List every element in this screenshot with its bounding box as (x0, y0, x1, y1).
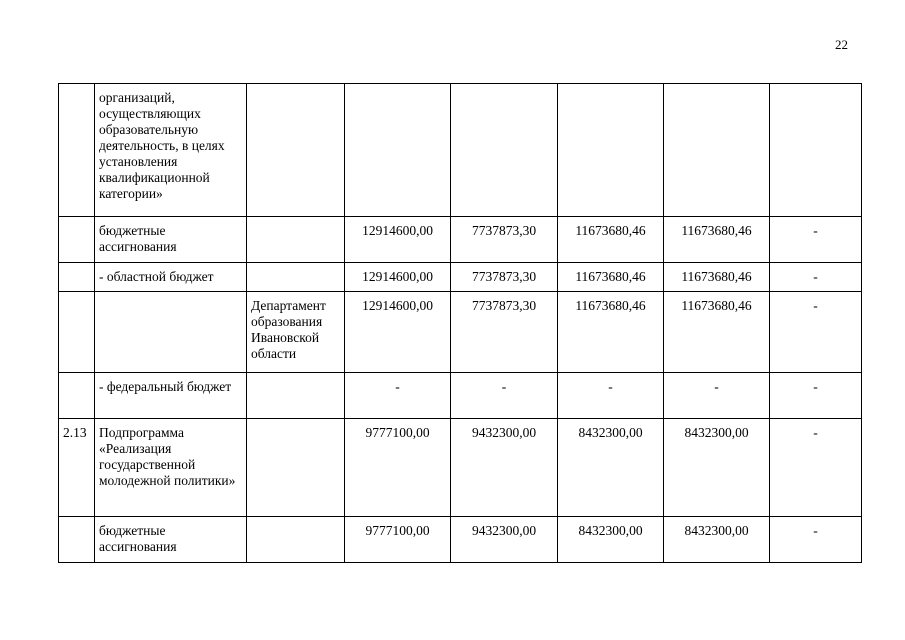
table-row (59, 419, 862, 517)
row-executor (247, 217, 345, 263)
value-cell: 7737873,30 (451, 217, 558, 263)
row-executor (247, 84, 345, 217)
row-name: организаций, осуществляющих образовательную деятельность, в целях установления квалификационной категории» (95, 84, 247, 217)
value-cell (345, 84, 451, 217)
value-cell: 8432300,00 (558, 517, 664, 563)
value-cell: 8432300,00 (664, 517, 770, 563)
value-cell: 11673680,46 (558, 263, 664, 292)
value-cell (558, 84, 664, 217)
row-name: - областной бюджет (95, 263, 247, 292)
table-row (59, 217, 862, 263)
row-number (59, 517, 95, 563)
value-cell: - (558, 373, 664, 419)
row-number: 2.13 (59, 419, 95, 517)
value-cell: - (770, 292, 862, 373)
row-number (59, 292, 95, 373)
value-cell: - (770, 217, 862, 263)
value-cell: - (770, 263, 862, 292)
row-name: - федеральный бюджет (95, 373, 247, 419)
value-cell: 9777100,00 (345, 517, 451, 563)
value-cell: - (345, 373, 451, 419)
row-number (59, 84, 95, 217)
value-cell: 11673680,46 (558, 292, 664, 373)
row-executor (247, 419, 345, 517)
budget-table (58, 83, 862, 563)
row-executor: Департамент образования Ивановской области (247, 292, 345, 373)
table-row (59, 517, 862, 563)
value-cell: 9432300,00 (451, 419, 558, 517)
value-cell: 11673680,46 (664, 292, 770, 373)
value-cell (770, 84, 862, 217)
value-cell: 7737873,30 (451, 263, 558, 292)
value-cell: - (770, 517, 862, 563)
value-cell: 9777100,00 (345, 419, 451, 517)
row-name (95, 292, 247, 373)
value-cell: 8432300,00 (558, 419, 664, 517)
row-number (59, 263, 95, 292)
row-name: Подпрограмма «Реализация государственной молодежной политики» (95, 419, 247, 517)
value-cell: - (664, 373, 770, 419)
table-row (59, 292, 862, 373)
value-cell: 11673680,46 (664, 263, 770, 292)
table-row (59, 84, 862, 217)
value-cell: 8432300,00 (664, 419, 770, 517)
value-cell: 11673680,46 (664, 217, 770, 263)
value-cell (664, 84, 770, 217)
row-number (59, 373, 95, 419)
page-number: 22 (835, 37, 848, 52)
value-cell: 9432300,00 (451, 517, 558, 563)
row-executor (247, 263, 345, 292)
value-cell: 7737873,30 (451, 292, 558, 373)
table-row (59, 263, 862, 292)
value-cell (451, 84, 558, 217)
value-cell: - (770, 419, 862, 517)
value-cell: - (451, 373, 558, 419)
value-cell: 12914600,00 (345, 263, 451, 292)
value-cell: - (770, 373, 862, 419)
row-number (59, 217, 95, 263)
row-executor (247, 373, 345, 419)
row-executor (247, 517, 345, 563)
table-row (59, 373, 862, 419)
value-cell: 12914600,00 (345, 217, 451, 263)
value-cell: 12914600,00 (345, 292, 451, 373)
value-cell: 11673680,46 (558, 217, 664, 263)
row-name: бюджетные ассигнования (95, 217, 247, 263)
row-name: бюджетные ассигнования (95, 517, 247, 563)
